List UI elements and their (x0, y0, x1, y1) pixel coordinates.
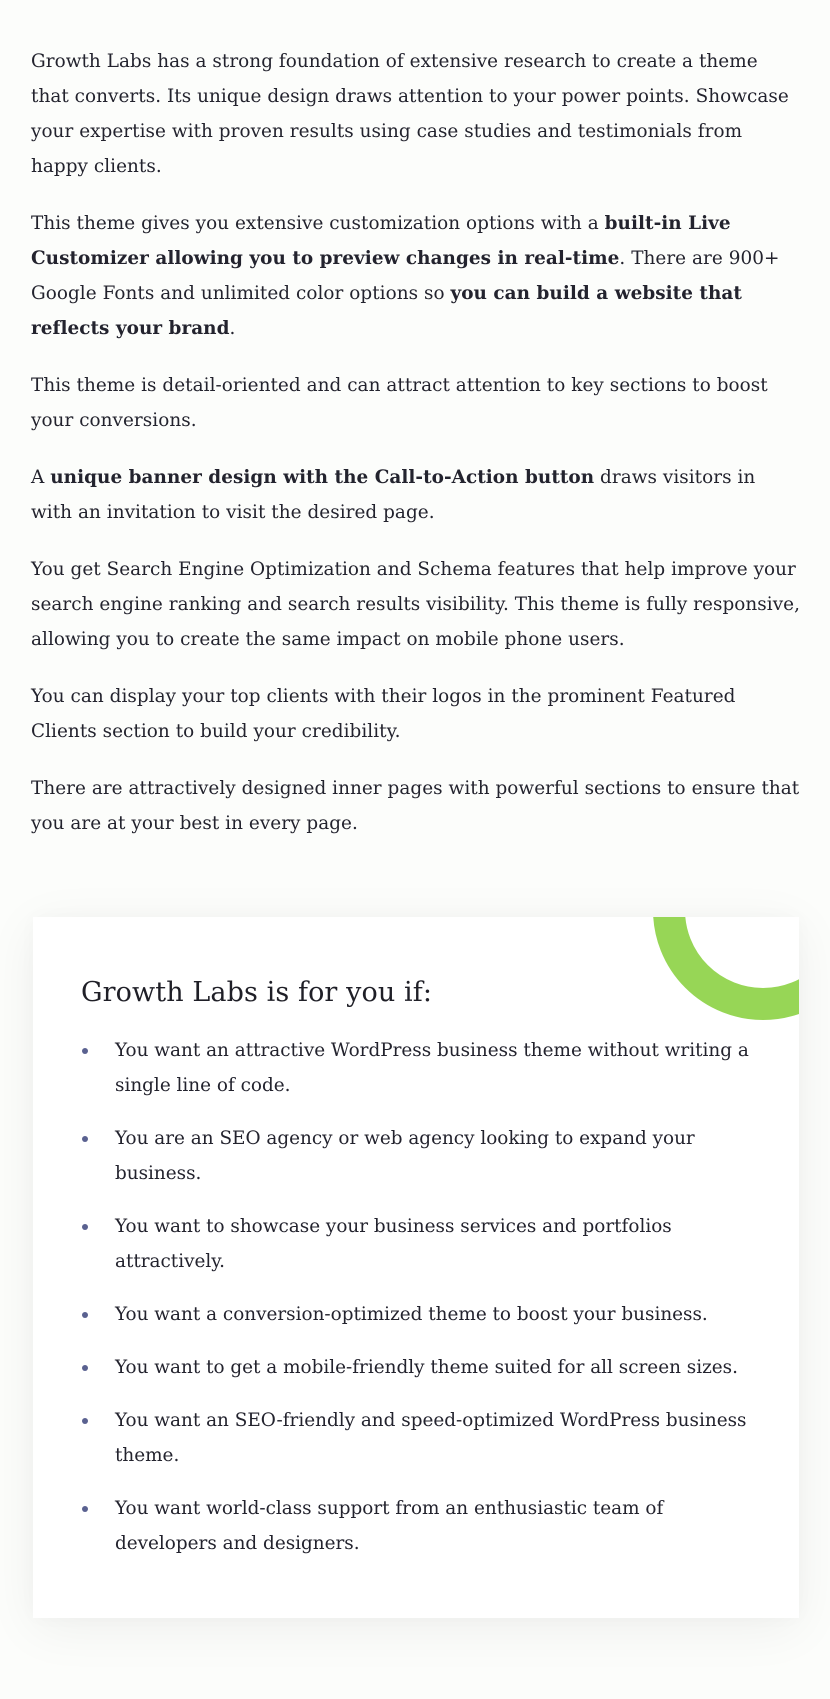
paragraph-text: You get Search Engine Optimization and Schema features that help improve your search engine ranking and search results visibility. This theme is fully responsive, allowing you to create the same impact on mobile phone users. (31, 559, 800, 650)
paragraph-text: . (229, 318, 236, 339)
body-paragraph (31, 679, 801, 749)
list-item-text: You want to get a mobile-friendly theme suited for all screen sizes. (115, 1357, 738, 1378)
decorative-arc (653, 917, 799, 1020)
audience-card (33, 917, 799, 1618)
list-item (81, 1033, 761, 1103)
list-item (81, 1121, 761, 1191)
paragraph-text: This theme gives you extensive customization options with a (31, 213, 605, 234)
card-title: Growth Labs is for you if: (81, 977, 433, 1008)
list-item-text: You are an SEO agency or web agency looking to expand your business. (115, 1128, 695, 1184)
list-item-text: You want an attractive WordPress business theme without writing a single line of code. (115, 1040, 749, 1096)
bullet-icon (82, 1224, 88, 1230)
body-paragraph (31, 460, 801, 530)
paragraph-text: You can display your top clients with their logos in the prominent Featured Clients section to build your credibility. (31, 686, 736, 742)
list-item-text: You want an SEO-friendly and speed-optimized WordPress business theme. (115, 1410, 747, 1466)
bullet-icon (82, 1312, 88, 1318)
body-paragraph (31, 771, 801, 841)
emphasis-text: you can build a website that reflects your brand (31, 283, 742, 339)
paragraph-text: A (31, 467, 51, 488)
emphasis-text: built-in Live Customizer allowing you to preview changes in real-time (31, 213, 731, 269)
paragraph-text: Growth Labs has a strong foundation of extensive research to create a theme that converts. Its unique design draws attention to your power points. Showcase your expertise with proven results using case studies and testimonials from happy clients. (31, 51, 789, 177)
bullet-icon (82, 1048, 88, 1054)
list-item (81, 1297, 761, 1332)
body-paragraph (31, 368, 801, 438)
paragraph-text: This theme is detail-oriented and can attract attention to key sections to boost your conversions. (31, 375, 768, 431)
list-item-text: You want world-class support from an enthusiastic team of developers and designers. (115, 1498, 664, 1554)
article-body (31, 44, 801, 863)
list-item (81, 1209, 761, 1279)
body-paragraph (31, 552, 801, 657)
audience-list (81, 1033, 761, 1579)
list-item (81, 1403, 761, 1473)
body-paragraph (31, 206, 801, 346)
paragraph-text: . There are 900+ Google Fonts and unlimited color options so (31, 248, 780, 304)
body-paragraph (31, 44, 801, 184)
bullet-icon (82, 1506, 88, 1512)
list-item (81, 1491, 761, 1561)
list-item-text: You want to showcase your business services and portfolios attractively. (115, 1216, 672, 1272)
bullet-icon (82, 1365, 88, 1371)
paragraph-text: There are attractively designed inner pages with powerful sections to ensure that you are at your best in every page. (31, 778, 800, 834)
paragraph-text: draws visitors in with an invitation to visit the desired page. (31, 467, 756, 523)
list-item (81, 1350, 761, 1385)
list-item-text: You want a conversion-optimized theme to boost your business. (115, 1304, 708, 1325)
bullet-icon (82, 1418, 88, 1424)
emphasis-text: unique banner design with the Call-to-Action button (50, 467, 595, 488)
bullet-icon (82, 1136, 88, 1142)
